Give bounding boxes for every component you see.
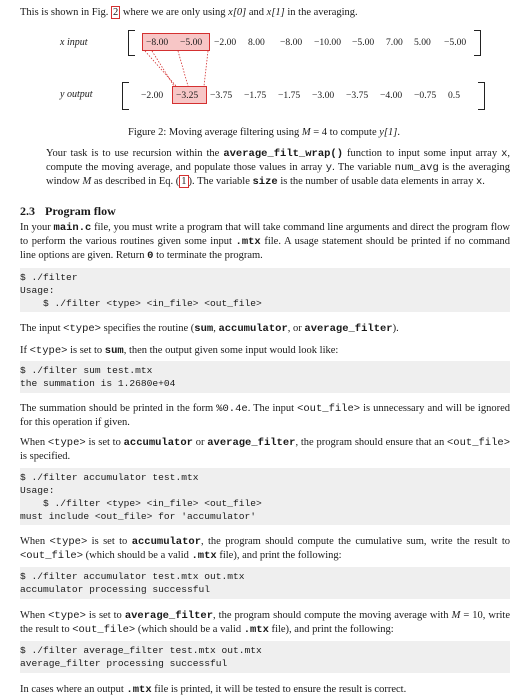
math-symbol: M	[82, 176, 92, 188]
text: file), and print the following:	[268, 624, 394, 636]
text: is set to	[85, 610, 125, 621]
text: as described in Eq. (	[91, 176, 180, 188]
text: ).	[392, 323, 399, 334]
caption-m-symbol: M	[301, 127, 311, 138]
text: In cases where an output	[20, 684, 127, 695]
x1-symbol: x[1]	[266, 7, 285, 18]
code-token: main.c	[53, 222, 92, 234]
intro-part: in the averaging.	[284, 7, 358, 18]
accumulator-paragraph	[20, 535, 510, 563]
code-token: accumulator	[123, 437, 193, 449]
connector-line	[145, 51, 176, 86]
text: is set to	[85, 437, 124, 448]
text: When	[20, 536, 50, 547]
code-token: <out_file>	[72, 624, 136, 637]
text: to terminate the program.	[153, 250, 263, 262]
x-input-label: x input	[60, 37, 88, 48]
y-value: −3.00	[312, 90, 335, 101]
text: ). The variable	[188, 176, 253, 188]
text: (which should be a valid	[83, 550, 192, 562]
out-file-paragraph	[20, 436, 510, 464]
text: .	[482, 176, 485, 188]
code-line: $ ./filter accumulator test.mtx	[20, 472, 199, 483]
code-line: $ ./filter sum test.mtx	[20, 365, 153, 376]
code-token: size	[252, 176, 278, 189]
code-token: <type>	[49, 536, 88, 548]
code-token: average_filter	[207, 437, 296, 449]
code-token: 0	[147, 250, 154, 263]
text: The summation should be printed in the form	[20, 403, 217, 414]
connector-line	[204, 51, 208, 86]
x-value: −10.00	[314, 37, 341, 48]
text: or	[192, 437, 208, 448]
code-token: average_filter	[124, 610, 214, 622]
figure-reference-link[interactable]: 2	[113, 7, 119, 18]
code-token: accumulator	[131, 536, 201, 548]
text: Your task is to use recursion within the	[46, 148, 224, 159]
x-value: −2.00	[214, 37, 237, 48]
caption-y-symbol: y[1]	[379, 127, 398, 138]
type-paragraph	[20, 322, 510, 336]
x0-symbol: x[0]	[228, 7, 247, 18]
code-line: $ ./filter average_filter test.mtx out.mtx	[20, 645, 262, 656]
y-value: −3.25	[176, 90, 199, 101]
connector-line	[178, 51, 188, 86]
text: is specified.	[20, 451, 71, 463]
intro-part: This is shown in Fig.	[20, 7, 112, 18]
text: ,	[213, 323, 219, 334]
testing-paragraph	[20, 683, 510, 697]
connector-lines	[0, 28, 528, 120]
text: = 10, write the result to	[20, 610, 510, 636]
code-token: <out_file>	[297, 403, 361, 415]
y-value: −3.75	[346, 90, 369, 101]
code-token: <type>	[63, 323, 101, 335]
text: . The variable	[332, 162, 395, 174]
text: When	[20, 437, 48, 448]
accumulator-code-block	[20, 567, 510, 599]
text: function to input some input array	[343, 148, 502, 159]
accumulator-usage-code-block	[20, 468, 510, 525]
code-token: sum	[194, 323, 214, 335]
moving-average-figure	[0, 28, 528, 120]
code-token: <out_file>	[20, 550, 84, 563]
code-line: accumulator processing successful	[20, 584, 210, 595]
x-value: −5.00	[352, 37, 375, 48]
figure-caption	[0, 126, 528, 140]
x-value: −5.00	[180, 37, 203, 48]
code-token: x	[501, 148, 508, 160]
text: (which should be a valid	[135, 624, 244, 636]
code-token: <type>	[29, 345, 68, 357]
text: is the number of usable data elements in array	[277, 176, 476, 188]
code-token: x	[475, 176, 483, 189]
text: file is printed, it will be tested to ensure the result is correct.	[151, 684, 407, 695]
usage-code-block	[20, 268, 510, 312]
y-output-label: y output	[60, 89, 93, 100]
average-filter-code-block	[20, 641, 510, 673]
x-value: −5.00	[444, 37, 467, 48]
text: file), and print the following:	[216, 550, 342, 562]
function-name: average_filt_wrap()	[223, 148, 344, 160]
x-value: −8.00	[280, 37, 303, 48]
intro-part: and	[246, 7, 267, 18]
x-value: 7.00	[386, 37, 403, 48]
text: is the averaging window	[46, 162, 511, 188]
average-filter-paragraph	[20, 609, 510, 637]
code-token: y	[325, 162, 333, 175]
x-value: 8.00	[248, 37, 265, 48]
code-line: $ ./filter <type> <in_file> <out_file>	[20, 498, 262, 509]
text: is unnecessary and will be ignored for this operation if given.	[20, 403, 510, 429]
text: , or	[287, 323, 305, 334]
text: , the program should compute the cumulative sum, write the result to	[201, 536, 510, 547]
text: . The input	[247, 403, 298, 414]
caption-part: = 4 to compute	[310, 127, 380, 138]
code-line: $ ./filter	[20, 272, 78, 283]
text: file, you must write a program that will take command line arguments and direct the program flow to perform the various routines given some input	[20, 222, 510, 248]
code-token: .mtx	[191, 550, 217, 563]
intro-text	[20, 6, 510, 20]
y-value: −2.00	[141, 90, 164, 101]
caption-part: .	[397, 127, 400, 138]
y-value: 0.5	[448, 90, 460, 101]
x-value: 5.00	[414, 37, 431, 48]
y-value: −3.75	[210, 90, 233, 101]
text: In your	[20, 222, 54, 233]
section-heading	[20, 203, 116, 219]
text: , compute the moving average, and populate those values in array	[46, 148, 511, 174]
text: is set to	[87, 536, 132, 547]
y-value: −0.75	[414, 90, 437, 101]
text: When	[20, 610, 49, 621]
text: file. A usage statement should be printed if no command line options are given. Return	[20, 236, 510, 262]
code-token: <type>	[47, 437, 86, 449]
intro-part: where we are only using	[120, 7, 229, 18]
caption-part: Figure 2: Moving average filtering using	[128, 127, 302, 138]
code-line: Usage:	[20, 485, 55, 496]
program-flow-paragraph	[20, 221, 510, 264]
code-line: must include <out_file> for 'accumulator'	[20, 511, 257, 522]
code-line: the summation is 1.2680e+04	[20, 378, 176, 389]
text: , the program should compute the moving average with	[213, 610, 452, 621]
code-token: average_filter	[304, 323, 393, 335]
text: specifies the routine (	[100, 323, 195, 334]
section-title: Program flow	[45, 204, 116, 218]
sum-paragraph	[20, 344, 510, 358]
y-value: −4.00	[380, 90, 403, 101]
code-token: %0.4e	[216, 403, 248, 415]
task-paragraph	[46, 147, 510, 190]
code-token: sum	[104, 345, 124, 357]
text: , then the output given some input would look like:	[123, 345, 339, 356]
text: If	[20, 345, 30, 356]
text: The input	[20, 323, 64, 334]
code-token: num_avg	[394, 162, 439, 175]
code-line: average_filter processing successful	[20, 658, 228, 669]
code-line: $ ./filter <type> <in_file> <out_file>	[20, 298, 262, 309]
text: , the program should ensure that an	[295, 437, 447, 448]
code-token: <out_file>	[447, 437, 511, 449]
y-value: −1.75	[278, 90, 301, 101]
code-line: Usage:	[20, 285, 55, 296]
code-token: .mtx	[243, 624, 269, 637]
x-value: −8.00	[146, 37, 169, 48]
code-token: .mtx	[126, 684, 152, 696]
code-token: <type>	[48, 610, 86, 622]
y-value: −1.75	[244, 90, 267, 101]
section-number: 2.3	[20, 204, 35, 218]
summation-format-paragraph	[20, 402, 510, 430]
equation-reference-link[interactable]: 1	[181, 176, 187, 188]
code-token: accumulator	[218, 323, 288, 335]
sum-code-block	[20, 361, 510, 393]
code-token: .mtx	[235, 236, 261, 249]
text: is set to	[67, 345, 105, 356]
connector-line	[152, 51, 174, 86]
math-symbol: M	[451, 610, 461, 621]
code-line: $ ./filter accumulator test.mtx out.mtx	[20, 571, 245, 582]
